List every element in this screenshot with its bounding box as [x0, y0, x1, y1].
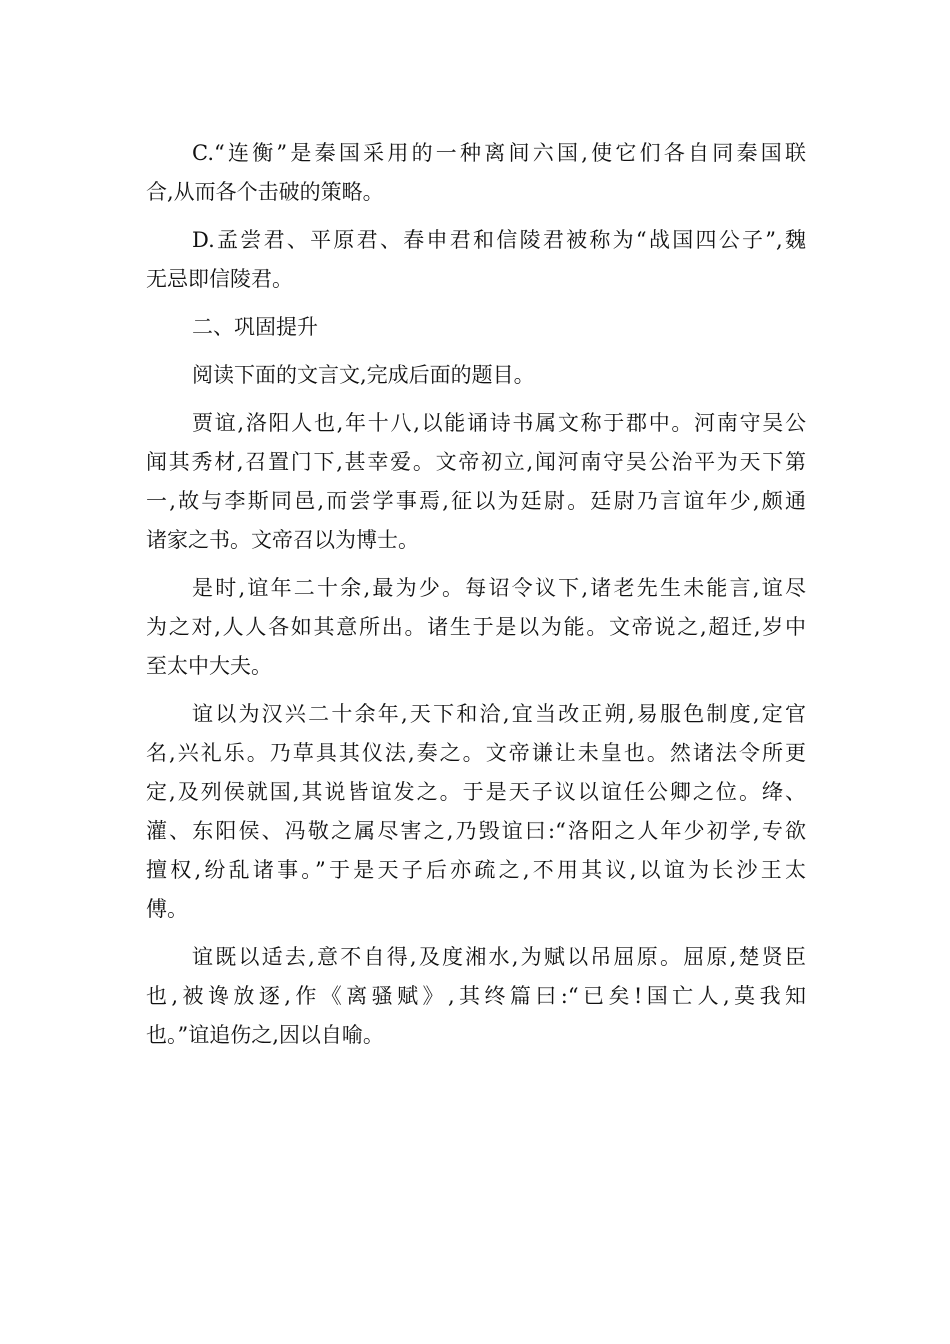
- text-line: 合,从而各个击破的策略。: [146, 180, 384, 204]
- document-body: [146, 134, 806, 1064]
- option-d-paragraph: [146, 221, 806, 299]
- text-line: 无忌即信陵君。: [146, 267, 293, 291]
- passage-paragraph-4: [146, 938, 806, 1055]
- text-line: 阅读下面的文言文,完成后面的题目。: [192, 363, 535, 387]
- text-line: 谊既以适去,意不自得,及度湘水,为赋以吊屈原。屈原,楚贤臣: [192, 945, 806, 969]
- text-line: D.孟尝君、平原君、春申君和信陵君被称为“战国四公子”,魏: [192, 228, 806, 252]
- text-line: C.“连衡”是秦国采用的一种离间六国,使它们各自同秦国联: [192, 141, 806, 165]
- text-line: 擅权,纷乱诸事。”于是天子后亦疏之,不用其议,以谊为长沙王太: [146, 858, 806, 882]
- text-line: 谊以为汉兴二十余年,天下和洽,宜当改正朔,易服色制度,定官: [192, 702, 806, 726]
- passage-paragraph-3: [146, 695, 806, 929]
- text-line: 傅。: [146, 897, 188, 921]
- option-c-paragraph: [146, 134, 806, 212]
- text-line: 至太中大夫。: [146, 654, 272, 678]
- text-line: 为之对,人人各如其意所出。诸生于是以为能。文帝说之,超迁,岁中: [146, 615, 806, 639]
- text-line: 诸家之书。文帝召以为博士。: [146, 528, 419, 552]
- text-line: 二、巩固提升: [192, 315, 318, 339]
- text-line: 定,及列侯就国,其说皆谊发之。于是天子议以谊任公卿之位。绛、: [146, 780, 806, 804]
- text-line: 也,被谗放逐,作《离骚赋》,其终篇曰:“已矣!国亡人,莫我知: [146, 984, 806, 1008]
- instruction-paragraph: [146, 356, 806, 395]
- text-line: 贾谊,洛阳人也,年十八,以能诵诗书属文称于郡中。河南守吴公: [192, 411, 806, 435]
- text-line: 一,故与李斯同邑,而尝学事焉,征以为廷尉。廷尉乃言谊年少,颇通: [146, 489, 806, 513]
- section-heading: [146, 308, 806, 347]
- text-line: 名,兴礼乐。乃草具其仪法,奏之。文帝谦让未皇也。然诸法令所更: [146, 741, 806, 765]
- text-line: 是时,谊年二十余,最为少。每诏令议下,诸老先生未能言,谊尽: [192, 576, 806, 600]
- text-line: 闻其秀材,召置门下,甚幸爱。文帝初立,闻河南守吴公治平为天下第: [146, 450, 806, 474]
- passage-paragraph-1: [146, 404, 806, 560]
- text-line: 灌、东阳侯、冯敬之属尽害之,乃毁谊曰:“洛阳之人年少初学,专欲: [146, 819, 806, 843]
- text-line: 也。”谊追伤之,因以自喻。: [146, 1023, 384, 1047]
- passage-paragraph-2: [146, 569, 806, 686]
